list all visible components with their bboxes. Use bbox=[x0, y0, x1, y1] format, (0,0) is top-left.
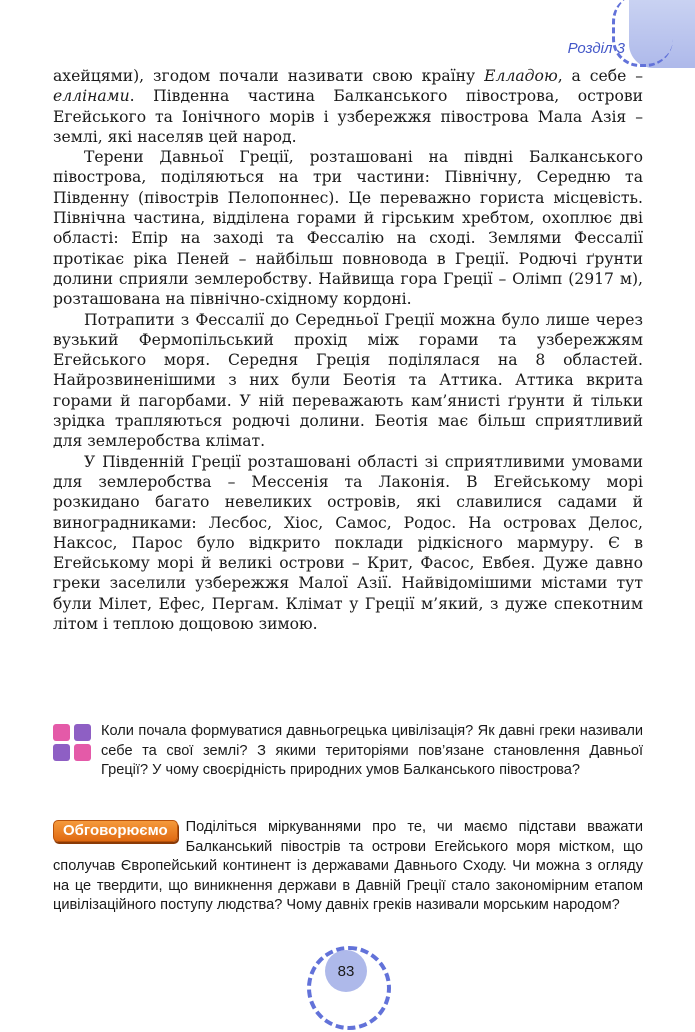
paragraph-1: ахейцями), згодом почали називати свою країну Елладою, а себе – еллінами. Південна частина Балканського півострова, острови Егейського та Іонічного морів і узбережжя півострова Мала Азія – землі, які населяв цей народ. bbox=[53, 67, 644, 146]
section-label: Розділ 3 bbox=[567, 40, 625, 57]
discussion-block bbox=[53, 818, 643, 916]
paragraph-4: У Південній Греції розташовані області зі сприятливими умовами для землеробства – Мессенія та Лаконія. В Егейському морі розкидано багато невеликих островів, які славилися садами й виноградниками: Лесбос, Хіос, Самос, Родос. На островах Делос, Наксос, Парос було відкрито поклади рідкісного мармуру. Є в Егейському морі й великі острови – Крит, Фасос, Евбея. Дуже давно греки заселили узбережжя Малої Азії. Найвідомішими містами тут були Мілет, Ефес, Пергам. Клімат у Греції м’який, з дуже спекотним літом і теплою дощовою зимою. bbox=[53, 452, 643, 634]
page-number-decoration bbox=[297, 942, 397, 1032]
page-number: 83 bbox=[325, 950, 367, 992]
term-ellada: Елладою bbox=[484, 67, 558, 85]
paragraph-2: Терени Давньої Греції, розташовані на півдні Балканського півострова, поділяються на три частини: Північну, Середню та Південну (півострів Пелопоннес). Це переважно гориста місцевість. Північна частина, відділена горами й гірським хребтом, охоплює дві області: Епір на заході та Фессалію на сході. Землями Фессалії протікає ріка Пеней – найбільш повновода в Греції. Родючі ґрунти долини сприяли землеробству. Найвища гора Греції – Олімп (2917 м), розташована на північно-східному кордоні. bbox=[53, 148, 643, 309]
questions-icon bbox=[53, 724, 93, 762]
discuss-text: Поділіться міркуваннями про те, чи маємо підстави вважати Балканський півострів та острови Егейського моря містком, що сполучав Європейський континент із державами Давнього Сходу. Чи можна з огляду на це твердити, що виникнення держави в Давній Греції стало закономірним етапом цивілізаційного поступу людства? Чому давніх греків називали морським народом? bbox=[53, 819, 643, 914]
questions-text: Коли почала формуватися давньогрецька цивілізація? Як давні греки називали себе та свої землі? З якими територіями пов’язане становлення Давньої Греції? У чому своєрідність природних умов Балканського півострова? bbox=[101, 723, 643, 779]
paragraph-3: Потрапити з Фессалії до Середньої Греції можна було лише через вузький Фермопільський прохід між горами та узбережжям Егейського моря. Середня Греція поділялася на 8 областей. Найрозвиненішими з них були Беотія та Аттика. Аттика вкрита горами й пагорбами. У ній переважають кам’янисті ґрунти й тільки зрідка трапляються родючі долини. Беотія має більш сприятливий для землеробства клімат. bbox=[53, 310, 643, 451]
review-questions bbox=[53, 722, 643, 781]
discuss-badge: Обговорюємо bbox=[53, 820, 178, 842]
term-ellines: еллінами bbox=[53, 87, 130, 106]
main-text bbox=[53, 66, 643, 634]
